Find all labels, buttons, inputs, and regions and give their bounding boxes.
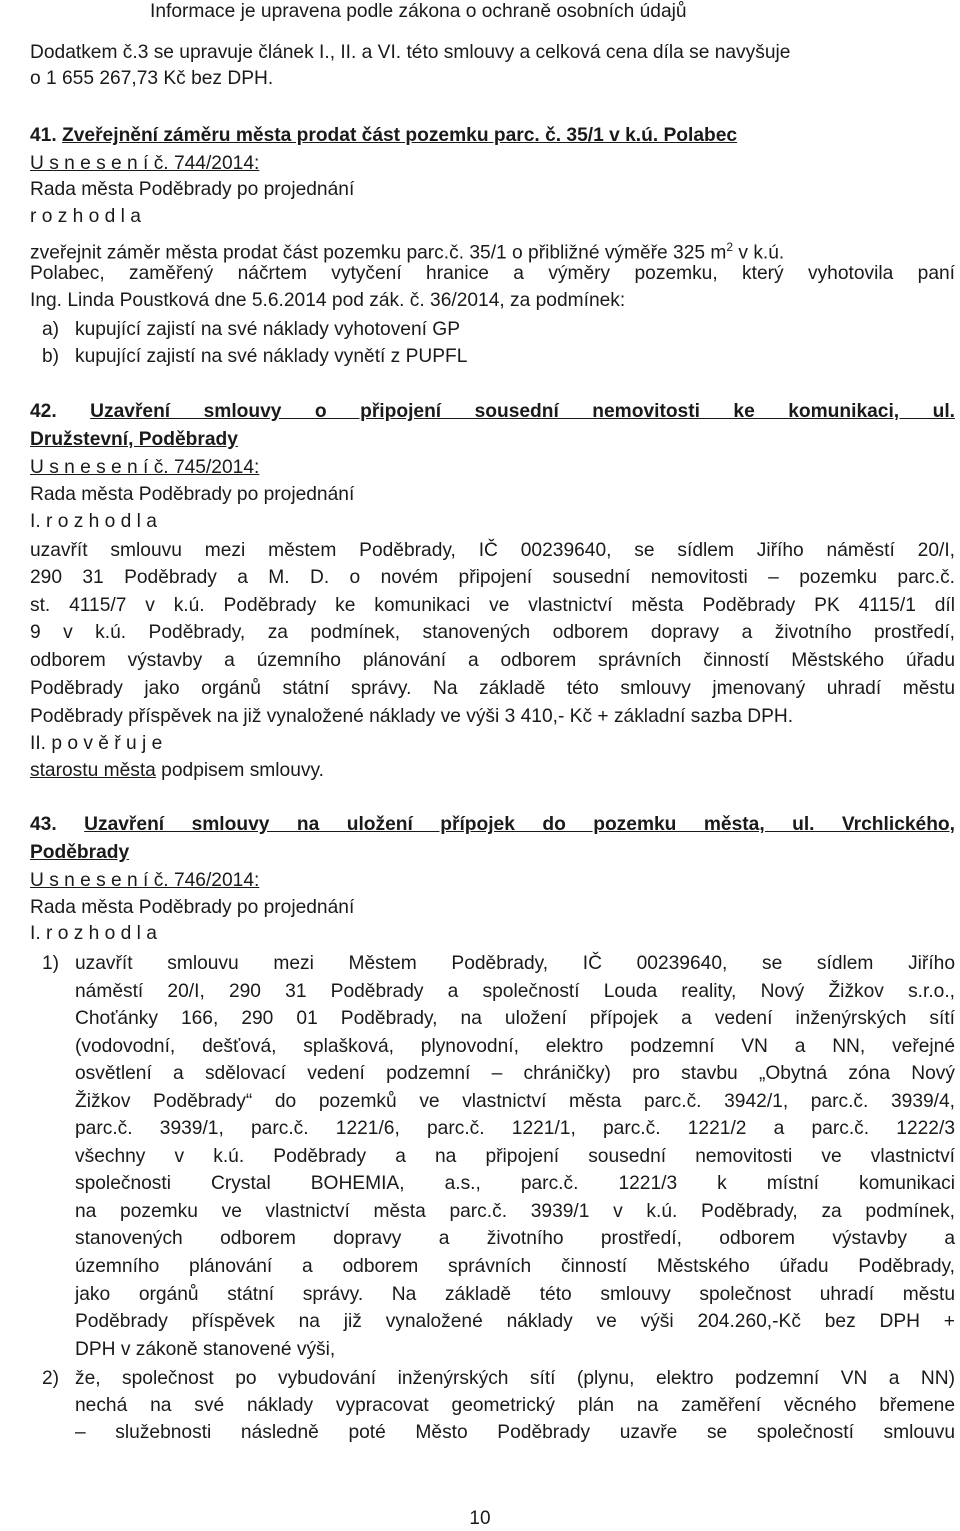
page-number: 10 bbox=[469, 1508, 491, 1529]
condition-text: kupující zajistí na své náklady vyhotovení GP bbox=[75, 319, 461, 340]
section-title-cont: Poděbrady bbox=[30, 842, 130, 863]
resolution-body-line: 9 v k.ú. Poděbrady, za podmínek, stanovených odborem dopravy a životního prostředí, bbox=[30, 622, 955, 643]
section-title: Zveřejnění záměru města prodat část pozemku parc. č. 35/1 v k.ú. Polabec bbox=[62, 125, 738, 146]
section-title: Uzavření smlouvy o připojení sousední nemovitosti ke komunikaci, ul. bbox=[90, 401, 955, 422]
resolution-body-line: st. 4115/7 v k.ú. Poděbrady ke komunikaci ve vlastnictví města Poděbrady PK 4115/1 díl bbox=[30, 595, 955, 616]
item-line: že, společnost po vybudování inženýrských sítí (plynu, elektro podzemní VN a NN) bbox=[75, 1368, 955, 1389]
instruction-keyword: II. p o v ě ř u j e bbox=[30, 733, 163, 754]
condition-marker: a) bbox=[42, 319, 60, 340]
resolution-body-line: odborem výstavby a územního plánování a odborem správních činností Městského úřadu bbox=[30, 650, 955, 671]
resolution-body-line: uzavřít smlouvu mezi městem Poděbrady, IČ 00239640, se sídlem Jiřího náměstí 20/I, bbox=[30, 540, 955, 561]
item-line: stanovených odborem dopravy a životního prostředí, odborem výstavby a bbox=[75, 1228, 955, 1249]
section-41-heading bbox=[30, 124, 737, 148]
decision-keyword: I. r o z h o d l a bbox=[30, 511, 157, 532]
item-line: uzavřít smlouvu mezi Městem Poděbrady, IČ 00239640, se sídlem Jiřího bbox=[75, 953, 955, 974]
condition-text: kupující zajistí na své náklady vynětí z PUPFL bbox=[75, 346, 468, 367]
item-line: náměstí 20/I, 290 31 Poděbrady a společností Louda reality, Nový Žižkov s.r.o., bbox=[75, 981, 955, 1002]
body-text: v k.ú. bbox=[733, 242, 785, 264]
item-line: všechny v k.ú. Poděbrady a na připojení sousední nemovitosti ve vlastnictví bbox=[75, 1146, 955, 1167]
section-title-cont: Družstevní, Poděbrady bbox=[30, 429, 238, 450]
condition-marker: b) bbox=[42, 346, 60, 367]
item-line: nechá na své náklady vypracovat geometrický plán na zaměření věcného břemene bbox=[75, 1395, 955, 1416]
item-line: na pozemku ve vlastnictví města parc.č. 3939/1 v k.ú. Poděbrady, za podmínek, bbox=[75, 1201, 955, 1222]
section-43-heading bbox=[30, 813, 955, 837]
resolution-body-line: Poděbrady příspěvek na již vynaložené náklady ve výši 3 410,- Kč + základní sazba DPH. bbox=[30, 706, 794, 727]
item-line: DPH v zákoně stanovené výši, bbox=[75, 1339, 336, 1360]
resolution-label: U s n e s e n í č. 745/2014: bbox=[30, 457, 260, 478]
decision-keyword: r o z h o d l a bbox=[30, 206, 141, 227]
section-number: 41. bbox=[30, 125, 57, 146]
resolution-body-line: Ing. Linda Poustková dne 5.6.2014 pod zák. č. 36/2014, za podmínek: bbox=[30, 290, 626, 311]
instruction-line bbox=[30, 759, 324, 783]
body-text: zveřejnit záměr města prodat část pozemku parc.č. 35/1 o přibližné výměře 325 m bbox=[30, 242, 727, 264]
item-marker: 2) bbox=[42, 1368, 60, 1389]
intro-line: o 1 655 267,73 Kč bez DPH. bbox=[30, 68, 274, 89]
superscript: 2 bbox=[726, 240, 734, 254]
item-line: osvětlení a sdělovací vedení podzemní – chráničky) pro stavbu „Obytná zóna Nový bbox=[75, 1063, 955, 1084]
section-title: Uzavření smlouvy na uložení přípojek do pozemku města, ul. Vrchlického, bbox=[84, 814, 955, 835]
decision-keyword: I. r o z h o d l a bbox=[30, 923, 157, 944]
section-42-heading bbox=[30, 400, 955, 424]
section-number: 43. bbox=[30, 814, 57, 835]
body-text: podpisem smlouvy. bbox=[155, 760, 324, 781]
resolution-label: U s n e s e n í č. 746/2014: bbox=[30, 870, 260, 891]
item-marker: 1) bbox=[42, 953, 60, 974]
council-line: Rada města Poděbrady po projednání bbox=[30, 897, 355, 918]
item-line: – služebnosti následně poté Město Poděbrady uzavře se společností smlouvu bbox=[75, 1422, 955, 1443]
resolution-body-line: Polabec, zaměřený náčrtem vytyčení hranice a výměry pozemku, který vyhotovila paní bbox=[30, 263, 955, 284]
item-line: (vodovodní, dešťová, splašková, plynovodní, elektro podzemní VN a NN, veřejné bbox=[75, 1036, 955, 1057]
section-number: 42. bbox=[30, 401, 57, 422]
item-line: Poděbrady příspěvek na již vynaložené náklady ve výši 204.260,-Kč bez DPH + bbox=[75, 1311, 955, 1332]
council-line: Rada města Poděbrady po projednání bbox=[30, 484, 355, 505]
item-line: jako orgánů státní správy. Na základě této smlouvy společnost uhradí městu bbox=[75, 1284, 955, 1305]
item-line: Žižkov Poděbrady“ do pozemků ve vlastnictví města parc.č. 3942/1, parc.č. 3939/4, bbox=[75, 1091, 955, 1112]
page-header: Informace je upravena podle zákona o ochraně osobních údajů bbox=[150, 1, 687, 22]
item-line: společnosti Crystal BOHEMIA, a.s., parc.č. 1221/3 k místní komunikaci bbox=[75, 1173, 955, 1194]
item-line: územního plánování a odborem správních činností Městského úřadu Poděbrady, bbox=[75, 1256, 955, 1277]
resolution-body-line bbox=[30, 235, 784, 265]
resolution-label: U s n e s e n í č. 744/2014: bbox=[30, 153, 260, 174]
item-line: Choťánky 166, 290 01 Poděbrady, na uložení přípojek a vedení inženýrských sítí bbox=[75, 1008, 955, 1029]
resolution-body-line: Poděbrady jako orgánů státní správy. Na základě této smlouvy jmenovaný uhradí městu bbox=[30, 678, 955, 699]
mayor-text: starostu města bbox=[30, 760, 156, 781]
intro-line: Dodatkem č.3 se upravuje článek I., II. a VI. této smlouvy a celková cena díla se navyšuje bbox=[30, 42, 791, 63]
council-line: Rada města Poděbrady po projednání bbox=[30, 179, 355, 200]
resolution-body-line: 290 31 Poděbrady a M. D. o novém připojení sousední nemovitosti – pozemku parc.č. bbox=[30, 567, 955, 588]
item-line: parc.č. 3939/1, parc.č. 1221/6, parc.č. 1221/1, parc.č. 1221/2 a parc.č. 1222/3 bbox=[75, 1118, 955, 1139]
